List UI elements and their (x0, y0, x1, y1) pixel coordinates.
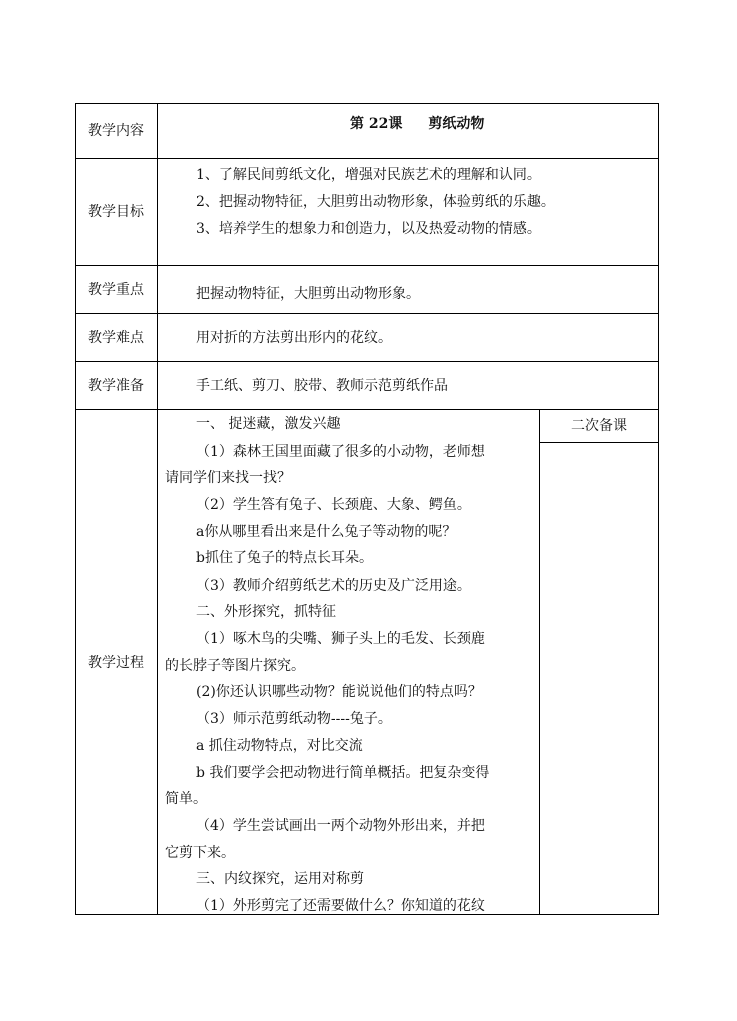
process-line: （1）森林王国里面藏了很多的小动物，老师想 (196, 444, 485, 460)
process-label: 教学过程 (88, 655, 144, 671)
lesson-number: 第 22课 (350, 116, 403, 132)
difficulty-text: 用对折的方法剪出形内的花纹。 (196, 330, 392, 346)
row-divider (75, 265, 659, 266)
lesson-title (350, 113, 484, 133)
goal-line: 3、培养学生的想象力和创造力，以及热爱动物的情感。 (196, 221, 541, 237)
second-prep-header-divider (539, 442, 659, 443)
preparation-text: 手工纸、剪刀、胶带、教师示范剪纸作品 (196, 378, 448, 394)
key-point-text: 把握动物特征，大胆剪出动物形象。 (196, 286, 420, 302)
row-divider (75, 361, 659, 362)
second-prep-header: 二次备课 (571, 418, 627, 434)
goal-line: 2、把握动物特征，大胆剪出动物形象，体验剪纸的乐趣。 (196, 194, 555, 210)
process-line: (2)你还认识哪些动物？能说说他们的特点吗？ (196, 684, 482, 700)
lesson-name: 剪纸动物 (428, 116, 485, 132)
second-prep-column-divider (539, 409, 540, 915)
process-line: （1）外形剪完了还需要做什么？你知道的花纹 (196, 898, 485, 914)
process-line: a 抓住动物特点，对比交流 (196, 738, 363, 754)
process-line: 一、 捉迷藏，激发兴趣 (196, 416, 341, 432)
process-line: （2）学生答有兔子、长颈鹿、大象、鳄鱼。 (196, 497, 471, 513)
preparation-label: 教学准备 (88, 378, 144, 394)
content-label: 教学内容 (88, 123, 144, 139)
process-line: a你从哪里看出来是什么兔子等动物的呢？ (196, 524, 457, 540)
goals-label: 教学目标 (88, 204, 144, 220)
process-line: 的长脖子等图片探究。 (165, 658, 305, 674)
row-divider (75, 158, 659, 159)
process-line: （4）学生尝试画出一两个动物外形出来，并把 (196, 818, 485, 834)
process-line: 请同学们来找一找？ (165, 470, 291, 486)
process-line: 三、内纹探究，运用对称剪 (196, 871, 364, 887)
key-point-label: 教学重点 (88, 282, 144, 298)
process-line: （1）啄木鸟的尖嘴、狮子头上的毛发、长颈鹿 (196, 631, 485, 647)
process-line: 简单。 (165, 791, 207, 807)
process-line: 二、外形探究，抓特征 (196, 604, 336, 620)
process-line: 它剪下来。 (165, 845, 235, 861)
difficulty-label: 教学难点 (88, 330, 144, 346)
process-line: b 我们要学会把动物进行简单概括。把复杂变得 (196, 765, 490, 781)
row-divider (75, 313, 659, 314)
process-line: （3）师示范剪纸动物----兔子。 (196, 711, 392, 727)
label-column-divider (157, 103, 158, 915)
process-line: b抓住了兔子的特点长耳朵。 (196, 550, 373, 566)
goal-line: 1、了解民间剪纸文化，增强对民族艺术的理解和认同。 (196, 167, 541, 183)
row-divider (75, 409, 659, 410)
process-line: （3）教师介绍剪纸艺术的历史及广泛用途。 (196, 578, 471, 594)
